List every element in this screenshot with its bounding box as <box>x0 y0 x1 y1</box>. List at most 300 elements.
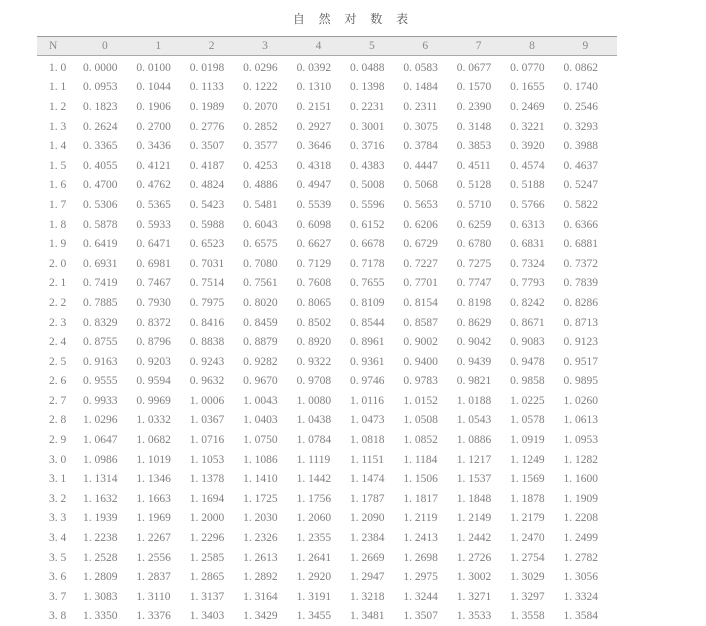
table-row <box>37 352 617 372</box>
table-cell: 0. 8020 <box>243 296 278 309</box>
table-cell: 0. 5878 <box>83 218 118 231</box>
row-label: 2. 0 <box>49 257 67 270</box>
table-cell: 0. 6575 <box>243 238 278 251</box>
table-cell: 1. 1756 <box>296 492 332 505</box>
table-cell: 0. 4637 <box>563 159 599 172</box>
table-cell: 1. 2090 <box>349 512 385 525</box>
table-cell: 0. 9163 <box>83 355 118 368</box>
table-cell: 0. 1133 <box>189 81 224 94</box>
table-row <box>37 313 617 333</box>
table-cell: 1. 0682 <box>136 434 171 447</box>
table-cell: 0. 2624 <box>83 120 118 133</box>
table-cell: 1. 3558 <box>510 610 545 623</box>
table-cell: 0. 7467 <box>136 277 171 290</box>
table-cell: 0. 5653 <box>403 198 438 211</box>
table-cell: 0. 8065 <box>296 296 332 309</box>
table-cell: 0. 8587 <box>403 316 438 329</box>
row-label: 1. 9 <box>49 238 67 251</box>
table-cell: 1. 2119 <box>403 512 438 525</box>
table-cell: 0. 1989 <box>189 100 225 113</box>
table-row <box>37 489 617 509</box>
table-header-row <box>37 36 617 56</box>
table-cell: 1. 2355 <box>296 532 332 545</box>
table-cell: 0. 1222 <box>243 81 278 94</box>
row-label: 1. 1 <box>49 81 67 94</box>
table-cell: 1. 3376 <box>136 610 171 623</box>
column-header-0: 0 <box>102 40 108 52</box>
row-label: 3. 2 <box>49 492 67 505</box>
table-row <box>37 97 617 117</box>
table-row <box>37 450 617 470</box>
row-label: 2. 3 <box>49 316 67 329</box>
table-cell: 0. 6729 <box>403 238 438 251</box>
table-cell: 0. 9821 <box>456 375 492 388</box>
table-cell: 1. 2920 <box>296 571 332 584</box>
table-cell: 0. 7839 <box>563 277 599 290</box>
table-cell: 0. 9203 <box>136 355 171 368</box>
table-cell: 1. 0613 <box>563 414 599 427</box>
table-cell: 1. 1817 <box>403 492 438 505</box>
table-cell: 0. 2151 <box>296 100 332 113</box>
table-cell: 0. 8459 <box>243 316 278 329</box>
row-label: 3. 7 <box>49 590 67 603</box>
table-cell: 1. 2892 <box>243 571 278 584</box>
table-cell: 0. 1906 <box>136 100 171 113</box>
table-cell: 0. 5188 <box>510 179 545 192</box>
table-cell: 1. 1019 <box>136 453 171 466</box>
table-cell: 0. 0000 <box>83 61 118 74</box>
column-header-3: 3 <box>262 40 268 52</box>
table-cell: 0. 2776 <box>189 120 225 133</box>
row-label: 3. 0 <box>49 453 67 466</box>
table-row <box>37 195 617 215</box>
table-cell: 1. 3110 <box>136 590 171 603</box>
table-cell: 1. 0116 <box>349 394 385 407</box>
table-cell: 0. 8544 <box>349 316 385 329</box>
table-cell: 1. 1569 <box>510 473 545 486</box>
table-cell: 1. 3191 <box>296 590 332 603</box>
table-cell: 1. 2837 <box>136 571 171 584</box>
table-cell: 1. 1506 <box>403 473 438 486</box>
table-cell: 0. 5933 <box>136 218 171 231</box>
table-cell: 1. 1632 <box>83 492 118 505</box>
table-cell: 0. 0862 <box>563 61 599 74</box>
table-cell: 0. 8416 <box>189 316 225 329</box>
table-cell: 1. 0647 <box>83 434 118 447</box>
table-cell: 0. 4253 <box>243 159 278 172</box>
table-cell: 1. 2669 <box>349 551 385 564</box>
table-cell: 0. 2469 <box>510 100 545 113</box>
table-cell: 0. 9478 <box>510 355 545 368</box>
table-cell: 1. 2528 <box>83 551 118 564</box>
table-cell: 0. 3716 <box>349 140 385 153</box>
table-cell: 1. 0332 <box>136 414 171 427</box>
table-cell: 0. 2546 <box>563 100 599 113</box>
table-cell: 0. 7885 <box>83 296 118 309</box>
table-cell: 0. 4121 <box>136 159 171 172</box>
table-cell: 1. 2149 <box>456 512 492 525</box>
table-cell: 0. 9439 <box>456 355 492 368</box>
table-cell: 1. 2975 <box>403 571 438 584</box>
table-cell: 0. 4447 <box>403 159 438 172</box>
table-cell: 1. 0296 <box>83 414 118 427</box>
row-label: 1. 8 <box>49 218 67 231</box>
table-cell: 1. 3164 <box>243 590 278 603</box>
table-cell: 0. 8242 <box>510 296 545 309</box>
table-cell: 1. 1442 <box>296 473 332 486</box>
table-cell: 0. 0953 <box>83 81 118 94</box>
table-cell: 0. 7178 <box>349 257 385 270</box>
table-cell: 1. 0986 <box>83 453 118 466</box>
table-cell: 0. 7608 <box>296 277 332 290</box>
table-cell: 0. 9858 <box>510 375 545 388</box>
table-cell: 0. 8838 <box>189 336 225 349</box>
row-label: 3. 1 <box>49 473 67 486</box>
table-cell: 1. 2499 <box>563 532 599 545</box>
table-row <box>37 254 617 274</box>
table-cell: 0. 6152 <box>349 218 385 231</box>
row-label: 2. 5 <box>49 355 67 368</box>
table-cell: 1. 3507 <box>403 610 438 623</box>
table-cell: 0. 9632 <box>189 375 225 388</box>
table-row <box>37 215 617 235</box>
table-cell: 1. 1537 <box>456 473 492 486</box>
table-cell: 1. 0543 <box>456 414 492 427</box>
table-cell: 0. 8671 <box>510 316 545 329</box>
table-cell: 1. 3533 <box>456 610 492 623</box>
table-cell: 0. 7372 <box>563 257 599 270</box>
table-cell: 0. 5365 <box>136 198 171 211</box>
table-cell: 1. 3455 <box>296 610 332 623</box>
table-cell: 0. 8198 <box>456 296 492 309</box>
table-cell: 0. 4383 <box>349 159 385 172</box>
table-cell: 0. 4947 <box>296 179 332 192</box>
row-label: 1. 2 <box>49 100 67 113</box>
table-body <box>37 58 617 626</box>
row-label: 2. 8 <box>49 414 67 427</box>
table-cell: 0. 9083 <box>510 336 545 349</box>
table-cell: 0. 0296 <box>243 61 278 74</box>
table-cell: 1. 0260 <box>563 394 599 407</box>
table-cell: 0. 5306 <box>83 198 118 211</box>
table-cell: 0. 1044 <box>136 81 171 94</box>
table-cell: 1. 0919 <box>510 434 545 447</box>
row-label: 1. 7 <box>49 198 67 211</box>
table-cell: 0. 7930 <box>136 296 171 309</box>
table-cell: 1. 0886 <box>456 434 492 447</box>
table-cell: 0. 8713 <box>563 316 599 329</box>
table-cell: 0. 7275 <box>456 257 492 270</box>
table-cell: 0. 1570 <box>456 81 492 94</box>
table-cell: 0. 2927 <box>296 120 332 133</box>
table-cell: 0. 9746 <box>349 375 385 388</box>
table-cell: 0. 9123 <box>563 336 599 349</box>
table-row <box>37 58 617 78</box>
table-cell: 1. 2326 <box>243 532 278 545</box>
table-cell: 1. 1725 <box>243 492 278 505</box>
table-cell: 0. 9670 <box>243 375 278 388</box>
table-cell: 1. 3244 <box>403 590 438 603</box>
row-label: 2. 7 <box>49 394 67 407</box>
table-cell: 1. 2030 <box>243 512 278 525</box>
table-row <box>37 293 617 313</box>
table-cell: 1. 1346 <box>136 473 171 486</box>
table-cell: 0. 8502 <box>296 316 332 329</box>
table-cell: 1. 2208 <box>563 512 599 525</box>
table-cell: 0. 6043 <box>243 218 278 231</box>
table-cell: 0. 3436 <box>136 140 171 153</box>
table-row <box>37 469 617 489</box>
row-label: 2. 4 <box>49 336 67 349</box>
table-cell: 0. 0100 <box>136 61 171 74</box>
table-cell: 0. 6313 <box>510 218 545 231</box>
table-cell: 0. 7747 <box>456 277 492 290</box>
table-cell: 1. 3002 <box>456 571 492 584</box>
table-cell: 1. 1787 <box>349 492 385 505</box>
table-cell: 1. 3029 <box>510 571 545 584</box>
table-cell: 1. 2585 <box>189 551 225 564</box>
table-row <box>37 567 617 587</box>
table-cell: 0. 0488 <box>349 61 385 74</box>
table-cell: 1. 2413 <box>403 532 438 545</box>
table-cell: 0. 3646 <box>296 140 332 153</box>
row-label: 1. 6 <box>49 179 67 192</box>
table-cell: 0. 9361 <box>349 355 385 368</box>
table-cell: 1. 0438 <box>296 414 332 427</box>
table-cell: 1. 0367 <box>189 414 225 427</box>
table-cell: 1. 0953 <box>563 434 599 447</box>
table-row <box>37 78 617 98</box>
table-cell: 1. 2809 <box>83 571 118 584</box>
table-cell: 1. 2060 <box>296 512 332 525</box>
table-cell: 0. 6206 <box>403 218 438 231</box>
table-row <box>37 528 617 548</box>
table-cell: 1. 2641 <box>296 551 332 564</box>
table-cell: 1. 3481 <box>349 610 385 623</box>
table-cell: 0. 6259 <box>456 218 492 231</box>
table-cell: 0. 0583 <box>403 61 438 74</box>
table-cell: 1. 3271 <box>456 590 492 603</box>
table-cell: 0. 4574 <box>510 159 545 172</box>
table-row <box>37 372 617 392</box>
table-cell: 0. 9517 <box>563 355 599 368</box>
table-cell: 0. 5822 <box>563 198 599 211</box>
table-cell: 0. 2390 <box>456 100 492 113</box>
table-row <box>37 176 617 196</box>
table-cell: 0. 8920 <box>296 336 332 349</box>
table-cell: 1. 2442 <box>456 532 492 545</box>
table-cell: 0. 9555 <box>83 375 118 388</box>
table-cell: 0. 9042 <box>456 336 492 349</box>
table-cell: 1. 2470 <box>510 532 545 545</box>
row-label: 3. 3 <box>49 512 67 525</box>
table-cell: 1. 1939 <box>83 512 118 525</box>
table-cell: 0. 2070 <box>243 100 278 113</box>
table-cell: 0. 8372 <box>136 316 171 329</box>
table-row <box>37 136 617 156</box>
table-cell: 0. 7080 <box>243 257 278 270</box>
table-cell: 0. 7561 <box>243 277 278 290</box>
table-cell: 1. 0508 <box>403 414 438 427</box>
table-cell: 0. 6881 <box>563 238 599 251</box>
table-cell: 1. 2865 <box>189 571 225 584</box>
table-cell: 0. 4511 <box>456 159 491 172</box>
table-cell: 0. 3365 <box>83 140 118 153</box>
table-cell: 1. 1249 <box>510 453 545 466</box>
table-cell: 0. 2231 <box>349 100 385 113</box>
table-cell: 0. 9783 <box>403 375 438 388</box>
table-cell: 0. 6471 <box>136 238 171 251</box>
table-cell: 1. 2296 <box>189 532 225 545</box>
table-cell: 0. 7975 <box>189 296 225 309</box>
table-cell: 0. 4187 <box>189 159 225 172</box>
table-row <box>37 548 617 568</box>
column-header-4: 4 <box>315 40 322 52</box>
table-cell: 0. 2852 <box>243 120 278 133</box>
table-cell: 0. 9969 <box>136 394 171 407</box>
table-cell: 0. 3293 <box>563 120 599 133</box>
table-cell: 1. 1217 <box>456 453 492 466</box>
table-title: 自 然 对 数 表 <box>292 12 414 26</box>
table-cell: 1. 0818 <box>349 434 385 447</box>
table-cell: 0. 9933 <box>83 394 118 407</box>
table-cell: 0. 1310 <box>296 81 332 94</box>
table-cell: 0. 9322 <box>296 355 332 368</box>
table-cell: 0. 7419 <box>83 277 118 290</box>
table-cell: 0. 1823 <box>83 100 118 113</box>
table-cell: 0. 1655 <box>510 81 545 94</box>
table-cell: 0. 9708 <box>296 375 332 388</box>
table-cell: 0. 5068 <box>403 179 438 192</box>
table-cell: 0. 3988 <box>563 140 599 153</box>
table-cell: 0. 9002 <box>403 336 438 349</box>
table-cell: 1. 1969 <box>136 512 171 525</box>
column-header-7: 7 <box>475 40 482 52</box>
row-label: 1. 4 <box>49 140 67 153</box>
table-cell: 1. 2000 <box>189 512 225 525</box>
row-label: 1. 5 <box>49 159 67 172</box>
table-cell: 1. 2947 <box>349 571 385 584</box>
table-cell: 1. 1053 <box>189 453 225 466</box>
table-cell: 0. 8329 <box>83 316 118 329</box>
table-cell: 1. 0716 <box>189 434 225 447</box>
table-cell: 1. 2384 <box>349 532 385 545</box>
table-cell: 1. 1119 <box>296 453 331 466</box>
table-cell: 1. 0784 <box>296 434 332 447</box>
table-cell: 1. 1282 <box>563 453 599 466</box>
table-cell: 1. 1600 <box>563 473 599 486</box>
table-row <box>37 411 617 431</box>
table-cell: 0. 9400 <box>403 355 438 368</box>
table-cell: 0. 5710 <box>456 198 492 211</box>
table-cell: 0. 4886 <box>243 179 278 192</box>
table-cell: 1. 3350 <box>83 610 118 623</box>
natural-log-table <box>37 36 617 626</box>
table-cell: 0. 6831 <box>510 238 545 251</box>
table-cell: 1. 1151 <box>349 453 385 466</box>
table-cell: 1. 0473 <box>349 414 385 427</box>
table-cell: 0. 0677 <box>456 61 492 74</box>
table-row <box>37 117 617 137</box>
table-cell: 1. 3297 <box>510 590 545 603</box>
row-label: 2. 6 <box>49 375 67 388</box>
table-cell: 1. 1848 <box>456 492 492 505</box>
table-cell: 0. 7227 <box>403 257 438 270</box>
table-cell: 1. 0225 <box>510 394 545 407</box>
table-cell: 0. 9594 <box>136 375 171 388</box>
column-header-5: 5 <box>368 40 375 52</box>
table-cell: 1. 3056 <box>563 571 599 584</box>
table-cell: 0. 5539 <box>296 198 332 211</box>
table-cell: 0. 8961 <box>349 336 385 349</box>
table-cell: 0. 7655 <box>349 277 385 290</box>
table-row <box>37 274 617 294</box>
table-cell: 0. 3784 <box>403 140 438 153</box>
table-cell: 0. 3001 <box>349 120 385 133</box>
table-cell: 0. 0392 <box>296 61 332 74</box>
table-cell: 1. 0852 <box>403 434 438 447</box>
column-header-6: 6 <box>422 40 429 52</box>
table-cell: 0. 4762 <box>136 179 171 192</box>
table-cell: 0. 3221 <box>510 120 545 133</box>
table-cell: 0. 9243 <box>189 355 225 368</box>
table-cell: 0. 0770 <box>510 61 545 74</box>
table-row <box>37 332 617 352</box>
table-cell: 0. 9282 <box>243 355 278 368</box>
table-cell: 1. 3083 <box>83 590 118 603</box>
table-cell: 0. 6981 <box>136 257 171 270</box>
table-cell: 0. 1484 <box>403 81 438 94</box>
table-row <box>37 587 617 607</box>
table-cell: 0. 9895 <box>563 375 599 388</box>
table-cell: 0. 7031 <box>189 257 225 270</box>
table-cell: 0. 8154 <box>403 296 438 309</box>
table-cell: 0. 5423 <box>189 198 225 211</box>
table-cell: 1. 1663 <box>136 492 171 505</box>
table-cell: 0. 4318 <box>296 159 332 172</box>
table-cell: 1. 1878 <box>510 492 545 505</box>
table-cell: 0. 3148 <box>456 120 492 133</box>
table-cell: 1. 3429 <box>243 610 278 623</box>
table-cell: 1. 0043 <box>243 394 278 407</box>
row-label: 3. 6 <box>49 571 67 584</box>
table-cell: 1. 1694 <box>189 492 225 505</box>
table-cell: 0. 6627 <box>296 238 332 251</box>
table-cell: 1. 1410 <box>243 473 278 486</box>
table-cell: 0. 3853 <box>456 140 492 153</box>
column-header-8: 8 <box>529 40 535 52</box>
table-cell: 0. 2311 <box>403 100 438 113</box>
table-cell: 1. 2726 <box>456 551 492 564</box>
row-label: 3. 8 <box>49 610 67 623</box>
table-cell: 0. 6678 <box>349 238 385 251</box>
table-cell: 0. 7324 <box>510 257 545 270</box>
table-cell: 0. 8755 <box>83 336 118 349</box>
table-cell: 0. 4700 <box>83 179 118 192</box>
table-cell: 1. 3403 <box>189 610 225 623</box>
table-cell: 0. 8109 <box>349 296 385 309</box>
table-cell: 0. 3075 <box>403 120 438 133</box>
table-cell: 1. 2698 <box>403 551 438 564</box>
table-cell: 1. 2238 <box>83 532 118 545</box>
table-cell: 1. 1909 <box>563 492 599 505</box>
table-cell: 0. 3507 <box>189 140 225 153</box>
column-header-1: 1 <box>155 40 162 52</box>
table-cell: 1. 3137 <box>189 590 225 603</box>
table-row <box>37 234 617 254</box>
table-cell: 0. 5596 <box>349 198 385 211</box>
table-cell: 0. 0198 <box>189 61 225 74</box>
